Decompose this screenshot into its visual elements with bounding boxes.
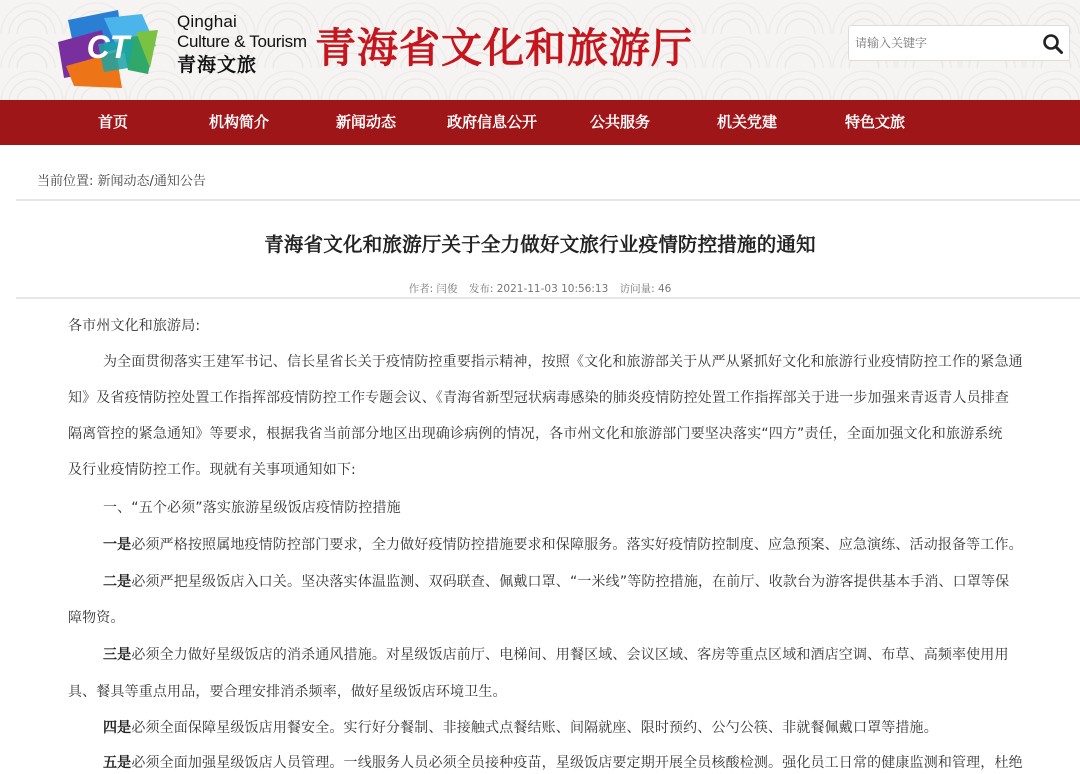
nav-item-public-service[interactable]: 公共服务 xyxy=(590,113,651,131)
ct-logo-icon[interactable] xyxy=(58,8,160,88)
article-meta xyxy=(0,281,1080,297)
article-publish-date: 发布: 2021-11-03 10:56:13 xyxy=(468,283,609,295)
breadcrumb xyxy=(37,172,206,192)
divider xyxy=(16,199,1080,201)
paragraph-line: 障物资。 xyxy=(68,610,125,626)
item-text: 必须严格按照属地疫情防控部门要求，全力做好疫情防控措施要求和保障服务。落实好疫情防控制度、应急预案、应急演练、活动报备等工作。 xyxy=(131,537,1023,553)
divider xyxy=(16,297,1080,299)
article-title: 青海省文化和旅游厅关于全力做好文旅行业疫情防控措施的通知 xyxy=(264,233,816,256)
main-nav xyxy=(0,100,1080,145)
breadcrumb-link[interactable]: 新闻动态/通知公告 xyxy=(97,174,206,189)
section-heading: 一、“五个必须”落实旅游星级饭店疫情防控措施 xyxy=(103,500,401,516)
logo-chinese: 青海文旅 xyxy=(177,54,258,76)
paragraph-line: 知》及省疫情防控处置工作指挥部疫情防控工作专题会议、《青海省新型冠状病毒感染的肺炎疫情防控处置工作指挥部关于进一步加强来青返青人员排查 xyxy=(68,390,1010,406)
paragraph-line xyxy=(103,751,1023,774)
item-text: 必须全力做好星级饭店的消杀通风措施。对星级饭店前厅、电梯间、用餐区域、会议区域、客房等重点区域和酒店空调、布草、高频率使用用 xyxy=(131,647,1009,663)
paragraph-line: 为全面贯彻落实王建军书记、信长星省长关于疫情防控重要指示精神，按照《文化和旅游部关于从严从紧抓好文化和旅游行业疫情防控工作的紧急通 xyxy=(103,354,1023,370)
nav-item-about[interactable]: 机构简介 xyxy=(209,113,270,131)
nav-item-home[interactable]: 首页 xyxy=(98,113,129,131)
search-box xyxy=(848,25,1070,61)
paragraph-line: 及行业疫情防控工作。现就有关事项通知如下: xyxy=(68,462,356,478)
item-text: 必须全面保障星级饭店用餐安全。实行好分餐制、非接触式点餐结账、间隔就座、限时预约、公勺公筷、非就餐佩戴口罩等措施。 xyxy=(131,720,938,736)
article-view-count: 访问量: 46 xyxy=(619,283,672,295)
svg-text:CT: CT xyxy=(86,29,130,65)
search-input[interactable] xyxy=(855,26,1035,60)
article-author: 作者: 闫俊 xyxy=(408,283,458,295)
nav-item-party[interactable]: 机关党建 xyxy=(717,113,778,131)
logo-text xyxy=(177,12,307,78)
item-lead: 五是 xyxy=(103,755,132,771)
logo-english-line1: Qinghai xyxy=(177,12,237,31)
item-lead: 四是 xyxy=(103,720,132,736)
paragraph-line xyxy=(103,716,938,740)
paragraph-line xyxy=(103,570,1009,594)
paragraph-line xyxy=(103,643,1009,667)
item-lead: 三是 xyxy=(103,647,132,663)
paragraph-line: 隔离管控的紧急通知》等要求，根据我省当前部分地区出现确诊病例的情况，各市州文化和旅游部门要坚决落实“四方”责任，全面加强文化和旅游系统 xyxy=(68,426,1003,442)
nav-item-news[interactable]: 新闻动态 xyxy=(336,113,397,131)
search-icon[interactable] xyxy=(1041,32,1065,56)
item-text: 必须全面加强星级饭店人员管理。一线服务人员必须全员接种疫苗，星级饭店要定期开展全员核酸检测。强化员工日常的健康监测和管理，杜绝 xyxy=(131,755,1023,771)
item-lead: 一是 xyxy=(103,537,132,553)
nav-item-featured[interactable]: 特色文旅 xyxy=(845,113,906,131)
logo-english-line2: Culture & Tourism xyxy=(177,32,307,51)
breadcrumb-prefix: 当前位置: xyxy=(37,174,94,189)
nav-item-gov-info[interactable]: 政府信息公开 xyxy=(447,113,538,131)
item-lead: 二是 xyxy=(103,574,132,590)
site-title: 青海省文化和旅游厅 xyxy=(315,24,693,72)
item-text: 必须严把星级饭店入口关。坚决落实体温监测、双码联查、佩戴口罩、“一米线”等防控措施，在前厅、收款台为游客提供基本手消、口罩等保 xyxy=(131,574,1010,590)
site-header xyxy=(0,0,1080,100)
salutation: 各市州文化和旅游局: xyxy=(68,318,201,334)
paragraph-line xyxy=(103,533,1023,557)
paragraph-line: 具、餐具等重点用品，要合理安排消杀频率，做好星级饭店环境卫生。 xyxy=(68,684,507,700)
